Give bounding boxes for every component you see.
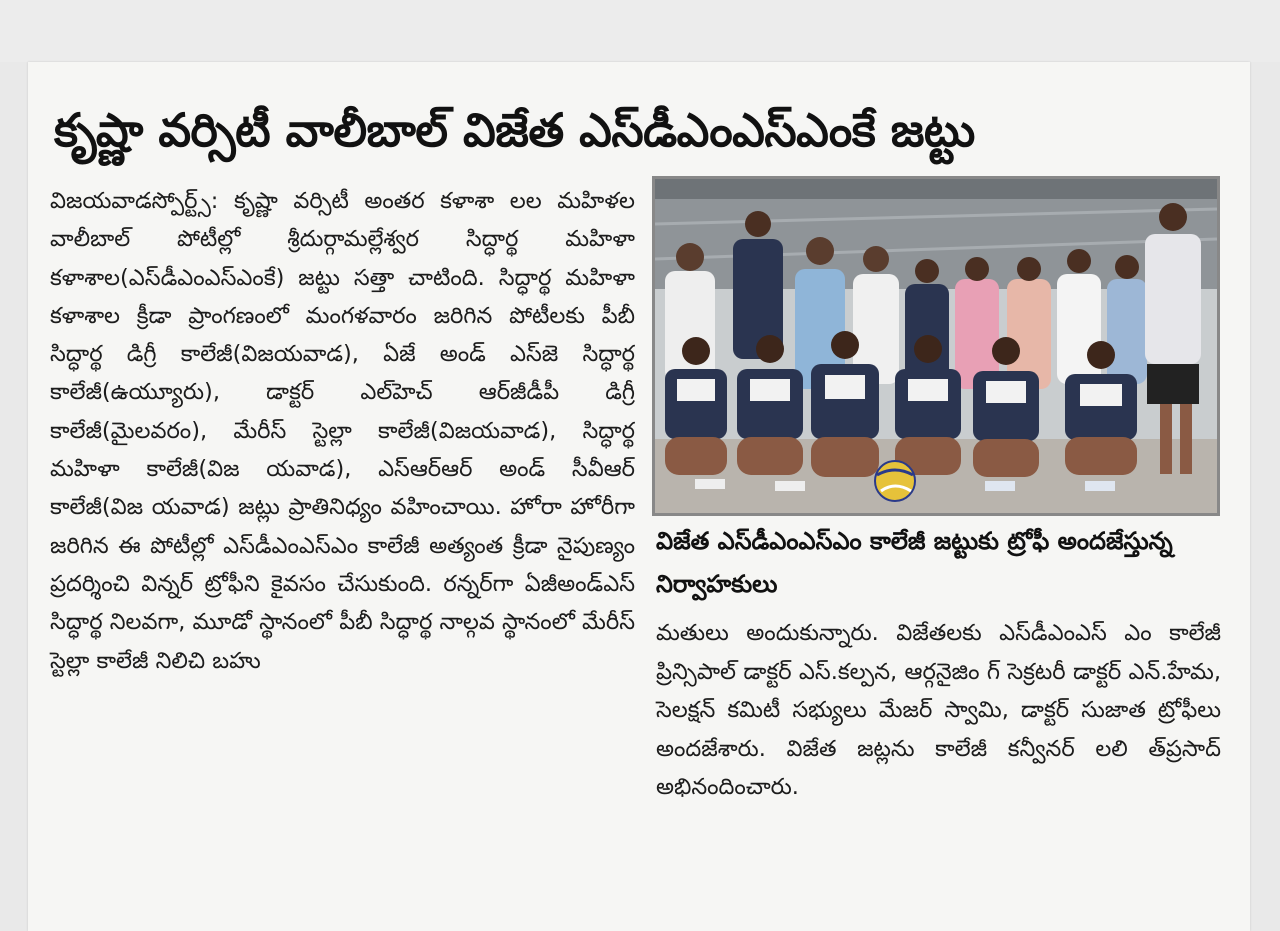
- article-right-column: [656, 614, 1221, 884]
- team-photo: [652, 176, 1220, 516]
- volleyball-icon: [875, 461, 915, 501]
- article-left-column: [50, 182, 635, 882]
- headline: కృష్ణా వర్సిటీ వాలీబాల్ విజేత ఎస్‌డీఎంఎస్‌ఎంకే జట్టు: [54, 103, 975, 157]
- page-top-margin: [0, 0, 1280, 62]
- photo-caption: విజేత ఎస్‌డీఎంఎస్‌ఎం కాలేజీ జట్టుకు ట్రోఫీ అందజేస్తున్న నిర్వాహకులు: [656, 527, 1173, 598]
- article-body-right: మతులు అందుకున్నారు. విజేతలకు ఎస్‌డీఎంఎస్ ఎం కాలేజీ ప్రిన్సిపాల్ డాక్టర్ ఎస్.కల్పన, ఆర్గనైజిం గ్ సెక్రటరీ డాక్టర్ ఎన్.హేమ, సెలక్షన్ కమిటీ సభ్యులు మేజర్ స్వామి, డాక్టర్ సుజాత ట్రోఫీలు అందజేశారు. విజేత జట్లను కాలేజీ కన్వీనర్ లలి త్‌ప్రసాద్ అభినందించారు.: [656, 620, 1221, 800]
- newspaper-clipping: [28, 62, 1250, 931]
- team-photo-illustration: [655, 179, 1217, 513]
- article-body-left: విజయవాడస్పోర్ట్స్: కృష్ణా వర్సిటీ అంతర కళాశా లల మహిళల వాలీబాల్ పోటీల్లో శ్రీదుర్గామల్లేశ్వర సిద్ధార్థ మహిళా కళాశాల(ఎస్‌డీఎంఎస్‌ఎంకే) జట్టు సత్తా చాటింది. సిద్ధార్థ మహిళా కళాశాల క్రీడా ప్రాంగణంలో మంగళవారం జరిగిన పోటీలకు పీబీ సిద్ధార్థ డిగ్రీ కాలేజీ(విజయవాడ), ఏజే అండ్ ఎస్‌జె సిద్ధార్థ కాలేజీ(ఉయ్యూరు), డాక్టర్ ఎల్‌హెచ్ ఆర్‌జీడీపీ డిగ్రీ కాలేజీ(మైలవరం), మేరీస్ స్టెల్లా కాలేజీ(విజయవాడ), సిద్ధార్థ మహిళా కాలేజీ(విజ యవాడ), ఎస్ఆర్ఆర్ అండ్ సీవీఆర్ కాలేజీ(విజ యవాడ) జట్లు ప్రాతినిధ్యం వహించాయి. హోరా హోరీగా జరిగిన ఈ పోటీల్లో ఎస్‌డీఎంఎస్‌ఎం కాలేజీ అత్యంత క్రీడా నైపుణ్యం ప్రదర్శించి విన్నర్ ట్రోఫీని కైవసం చేసుకుంది. రన్నర్‌గా ఏజీఅండ్ఎస్ సిద్ధార్థ నిలవగా, మూడో స్థానంలో పీబీ సిద్ధార్థ నాల్గవ స్థానంలో మేరీస్ స్టెల్లా కాలేజీ నిలిచి బహు: [50, 188, 635, 674]
